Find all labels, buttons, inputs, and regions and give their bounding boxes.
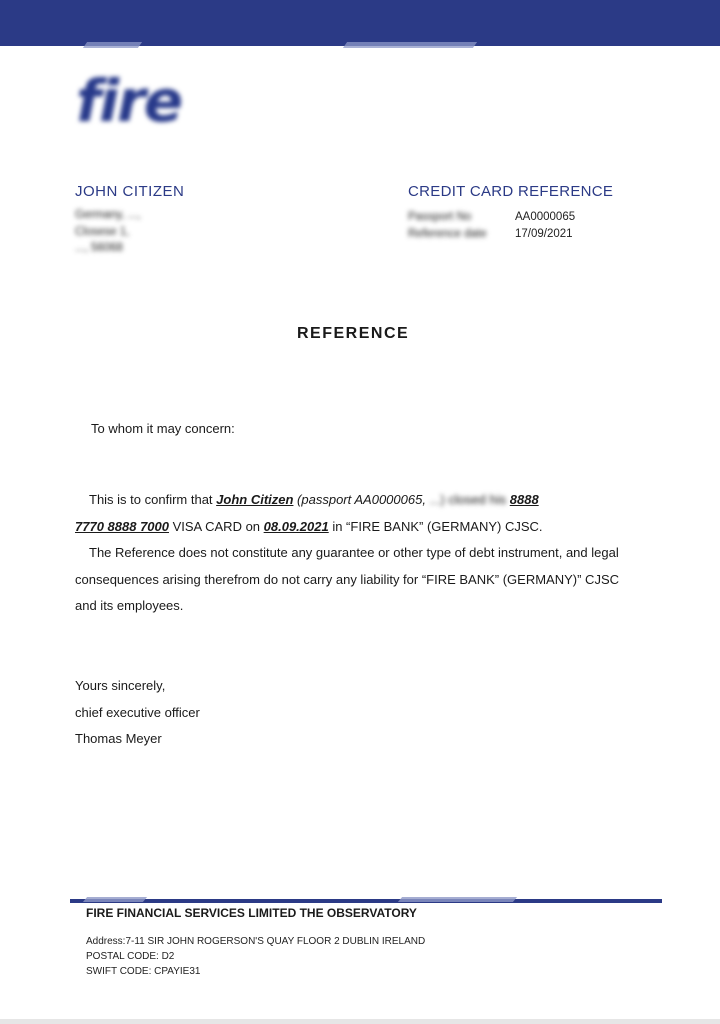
footer-postal-code: POSTAL CODE: D2 xyxy=(86,951,175,962)
bank-name-mention: in “FIRE BANK” (GERMANY) CJSC. xyxy=(328,518,543,534)
recipient-address-line: Closese 1, xyxy=(75,226,130,238)
card-number-part1: 8888 xyxy=(509,492,539,507)
closing-yours: Yours sincerely, xyxy=(75,678,166,693)
signer-name: Thomas Meyer xyxy=(75,731,162,746)
footer-divider xyxy=(70,899,662,903)
recipient-name: JOHN CITIZEN xyxy=(75,183,185,200)
document-heading: REFERENCE xyxy=(297,325,410,342)
passport-mention: (passport AA0000065, xyxy=(293,492,430,507)
bank-logo: fire xyxy=(76,67,182,135)
salutation xyxy=(91,416,651,443)
footer-swift-code: SWIFT CODE: CPAYIE31 xyxy=(86,966,201,977)
card-type: VISA CARD on xyxy=(168,518,264,534)
signer-role: chief executive officer xyxy=(75,705,200,720)
reference-date-label: Reference date xyxy=(408,228,487,240)
header-stripe xyxy=(83,42,142,48)
closing-date: 08.09.2021 xyxy=(263,518,329,534)
p1-mid: ...) closed his xyxy=(429,492,510,507)
confirmation-paragraph xyxy=(75,487,635,540)
header-stripe xyxy=(343,42,477,48)
footer-company: FIRE FINANCIAL SERVICES LIMITED THE OBSERVATORY xyxy=(86,906,417,920)
passport-label: Passport No xyxy=(408,211,472,223)
reference-date-value: 17/09/2021 xyxy=(515,228,573,240)
footer-address: Address:7-11 SIR JOHN ROGERSON'S QUAY FLOOR 2 DUBLIN IRELAND xyxy=(86,936,426,947)
header-bar xyxy=(0,0,720,46)
card-number-part2: 7770 8888 7000 xyxy=(75,518,169,534)
footer-stripe xyxy=(83,897,147,902)
disclaimer-text: The Reference does not constitute any guarantee or other type of debt instrument, and legal consequences arising therefrom do not carry any liability for “FIRE BANK” (GERMANY)” CJSC and its employees. xyxy=(75,545,620,613)
bottom-edge xyxy=(0,1019,720,1024)
recipient-address-line: ..., 56068 xyxy=(75,242,123,254)
disclaimer-paragraph xyxy=(75,540,635,620)
reference-block-title: CREDIT CARD REFERENCE xyxy=(408,183,614,200)
salutation-text: To whom it may concern: xyxy=(91,421,235,436)
passport-value: AA0000065 xyxy=(515,211,576,223)
customer-name: John Citizen xyxy=(216,492,294,507)
recipient-address-line: Germany, ..., xyxy=(75,209,141,221)
p1-intro: This is to confirm that xyxy=(89,492,217,507)
footer-stripe xyxy=(398,897,517,902)
